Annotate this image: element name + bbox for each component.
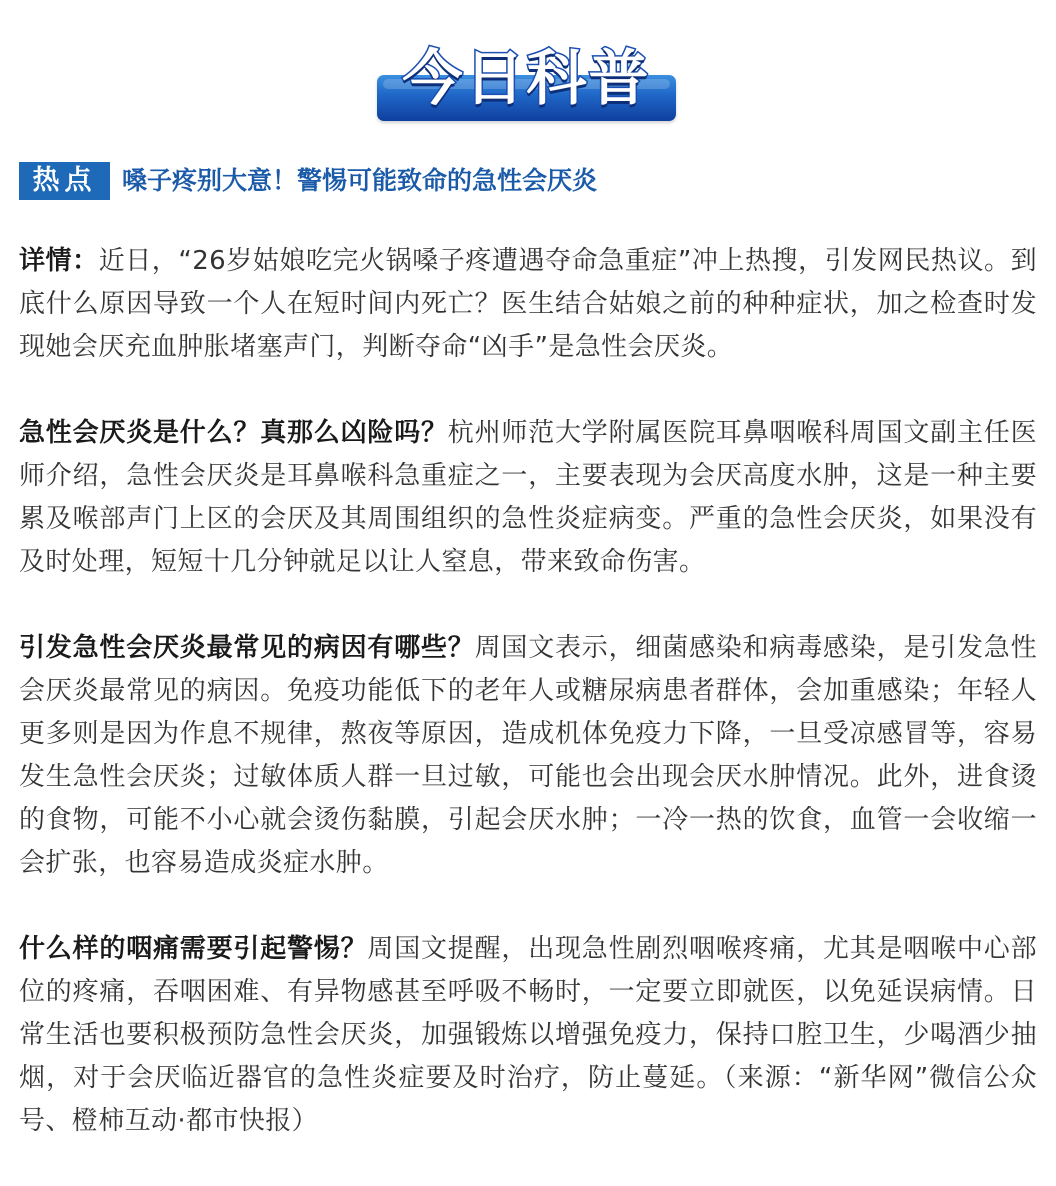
hot-topic-row bbox=[19, 162, 597, 200]
banner-title: 今日科普 bbox=[402, 44, 651, 114]
paragraph-causes bbox=[19, 627, 1037, 885]
paragraph-text: 周国文表示，细菌感染和病毒感染，是引发急性会厌炎最常见的病因。免疫功能低下的老年人或糖尿病患者群体，会加重感染；年轻人更多则是因为作息不规律，熬夜等原因，造成机体免疫力下降，一旦受凉感冒等，容易发生急性会厌炎；过敏体质人群一旦过敏，可能也会出现会厌水肿情况。此外，进食烫的食物，可能不小心就会烫伤黏膜，引起会厌水肿；一冷一热的饮食，血管一会收缩一会扩张，也容易造成炎症水肿。 bbox=[19, 633, 1037, 878]
hot-headline: 嗓子疼别大意！警惕可能致命的急性会厌炎 bbox=[122, 166, 598, 195]
paragraph-lead: 急性会厌炎是什么？真那么凶险吗？ bbox=[19, 418, 448, 448]
paragraph-what-is bbox=[19, 412, 1037, 584]
paragraph-lead: 引发急性会厌炎最常见的病因有哪些？ bbox=[19, 633, 475, 663]
paragraph-text: 杭州师范大学附属医院耳鼻咽喉科周国文副主任医师介绍，急性会厌炎是耳鼻喉科急重症之一，主要表现为会厌高度水肿，这是一种主要累及喉部声门上区的会厌及其周围组织的急性炎症病变。严重的急性会厌炎，如果没有及时处理，短短十几分钟就足以让人窒息，带来致命伤害。 bbox=[19, 418, 1037, 577]
banner bbox=[377, 45, 676, 121]
article-body bbox=[19, 240, 1037, 1186]
paragraph-warning bbox=[19, 928, 1037, 1143]
paragraph-details bbox=[19, 240, 1037, 369]
hot-tag: 热点 bbox=[19, 162, 110, 200]
paragraph-lead: 详情： bbox=[19, 246, 99, 276]
paragraph-text: 周国文提醒，出现急性剧烈咽喉疼痛，尤其是咽喉中心部位的疼痛，吞咽困难、有异物感甚至呼吸不畅时，一定要立即就医，以免延误病情。日常生活也要积极预防急性会厌炎，加强锻炼以增强免疫力，保持口腔卫生，少喝酒少抽烟，对于会厌临近器官的急性炎症要及时治疗，防止蔓延。（来源：“新华网”微信公众号、橙柿互动·都市快报） bbox=[19, 934, 1037, 1136]
paragraph-text: 近日，“26岁姑娘吃完火锅嗓子疼遭遇夺命急重症”冲上热搜，引发网民热议。到底什么原因导致一个人在短时间内死亡？医生结合姑娘之前的种种症状，加之检查时发现她会厌充血肿胀堵塞声门，判断夺命“凶手”是急性会厌炎。 bbox=[19, 246, 1037, 362]
paragraph-lead: 什么样的咽痛需要引起警惕？ bbox=[19, 934, 368, 964]
